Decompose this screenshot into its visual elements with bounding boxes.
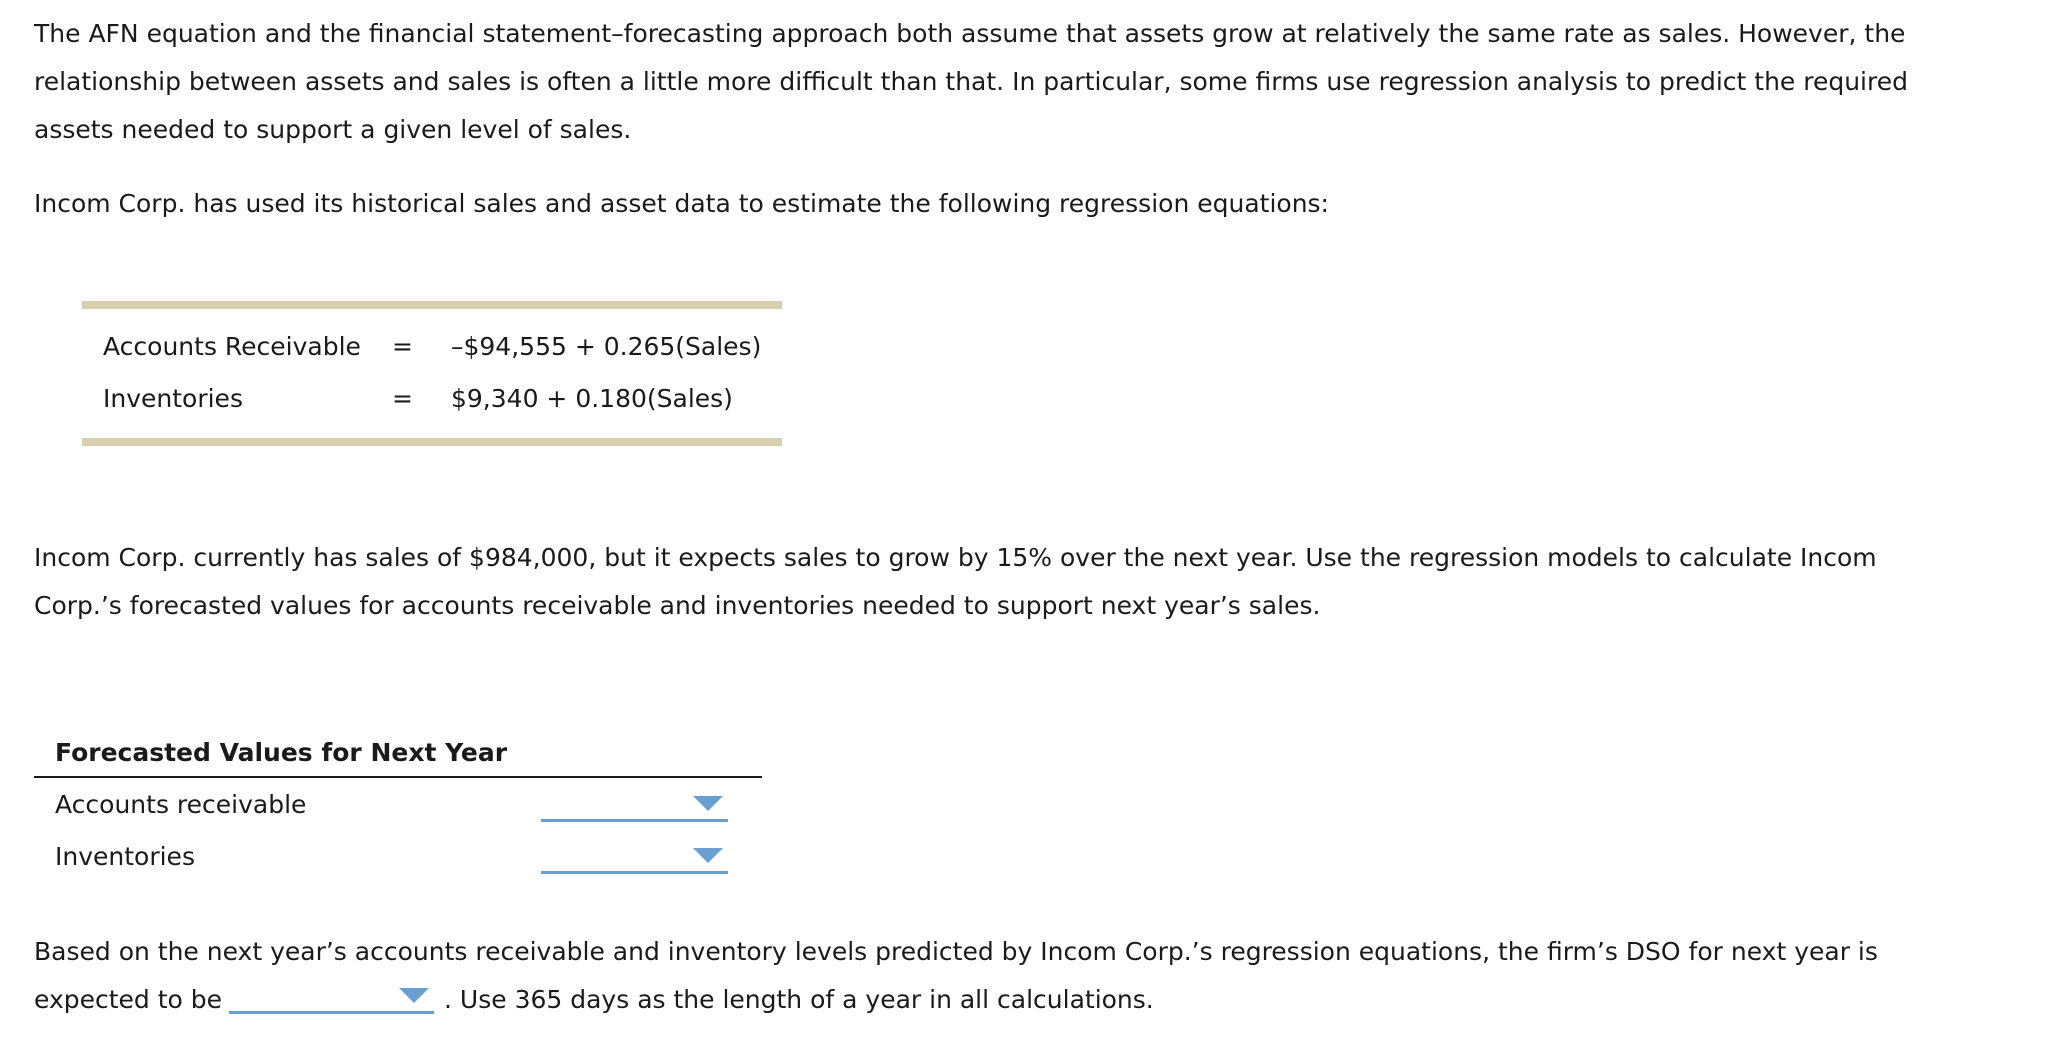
regression-row-inventories: [82, 373, 782, 425]
table-bottom-rule: [82, 438, 782, 446]
table-header: Forecasted Values for Next Year: [55, 738, 508, 767]
forecast-row-inventories: [34, 831, 762, 883]
regression-formula: $9,340 + 0.180(Sales): [451, 384, 733, 413]
regression-formula: –$94,555 + 0.265(Sales): [451, 332, 762, 361]
chevron-down-icon: [693, 796, 723, 811]
dso-dropdown[interactable]: [229, 981, 434, 1014]
forecast-row-label: Inventories: [55, 842, 195, 871]
intro-paragraph: The AFN equation and the financial statement–forecasting approach both assume that assets grow at relatively the same rate as sales. However, the relationship between assets and sales is often a little more difficult than that. In particular, some firms use regression analysis to predict the required assets needed to support a given level of sales.: [34, 19, 1908, 144]
table-top-rule: [82, 301, 782, 309]
regression-intro-paragraph: Incom Corp. has used its historical sales and asset data to estimate the following regression equations:: [34, 189, 1329, 218]
question-paragraph: Incom Corp. currently has sales of $984,000, but it expects sales to grow by 15% over the next year. Use the regression models to calculate Incom Corp.’s forecasted values for accounts receivable and inventories needed to support next year’s sales.: [34, 543, 1877, 620]
forecast-row-label: Accounts receivable: [55, 790, 307, 819]
regression-label: Accounts Receivable: [103, 332, 361, 361]
dso-text-after: . Use 365 days as the length of a year in all calculations.: [444, 985, 1154, 1014]
regression-equations-table: [82, 301, 782, 446]
forecast-row-accounts-receivable: [34, 779, 762, 831]
chevron-down-icon: [693, 848, 723, 863]
equals-sign: =: [392, 332, 413, 361]
table-header-rule: [34, 776, 762, 778]
dso-question-paragraph: [34, 928, 1934, 1024]
regression-label: Inventories: [103, 384, 243, 413]
inventories-dropdown[interactable]: [541, 841, 728, 874]
chevron-down-icon: [399, 988, 429, 1003]
regression-row-accounts-receivable: [82, 321, 782, 373]
equals-sign: =: [392, 384, 413, 413]
accounts-receivable-dropdown[interactable]: [541, 789, 728, 822]
dso-text-before: Based on the next year’s accounts receivable and inventory levels predicted by Incom Corp.’s regression equations, the firm’s DSO for next year is expected to be: [34, 937, 1878, 1014]
